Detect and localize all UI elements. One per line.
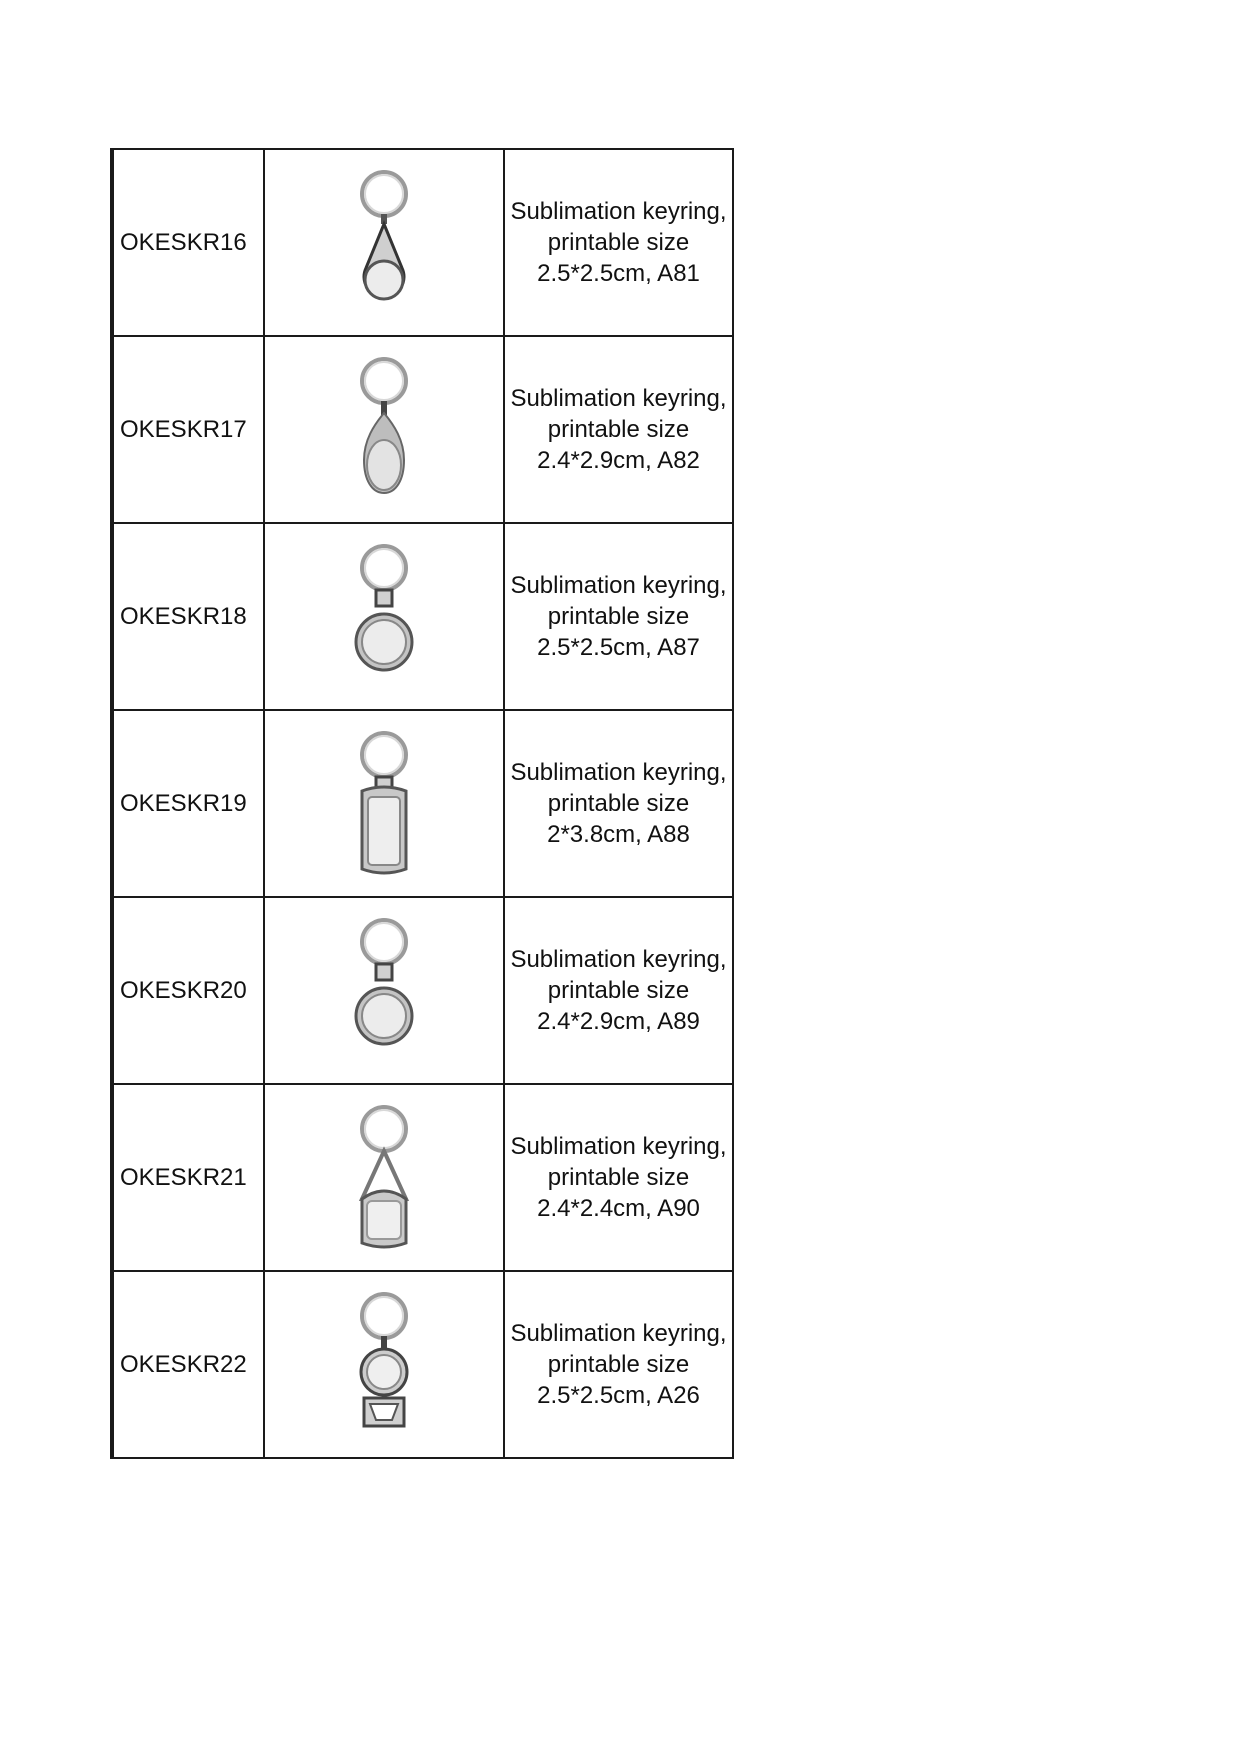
table-row <box>112 710 733 897</box>
description-line: Sublimation keyring, <box>510 198 727 225</box>
table-row <box>112 897 733 1084</box>
product-description <box>504 710 733 897</box>
description-line: printable size <box>547 1351 690 1378</box>
product-code: OKESKR19 <box>112 710 264 897</box>
keyring-image <box>354 1290 414 1440</box>
description-line: 2.4*2.9cm, A89 <box>537 1008 700 1035</box>
description-line: 2.5*2.5cm, A81 <box>537 260 700 287</box>
description-line: printable size <box>547 229 690 256</box>
table-row <box>112 523 733 710</box>
product-code: OKESKR21 <box>112 1084 264 1271</box>
product-description <box>504 523 733 710</box>
description-line: 2.5*2.5cm, A26 <box>537 1382 700 1409</box>
table-row <box>112 1084 733 1271</box>
description-line: 2.5*2.5cm, A87 <box>537 634 700 661</box>
description-line: Sublimation keyring, <box>510 385 727 412</box>
product-image-cell <box>264 149 504 336</box>
product-code: OKESKR16 <box>112 149 264 336</box>
product-image-cell <box>264 523 504 710</box>
description-line: 2.4*2.9cm, A82 <box>537 447 700 474</box>
table-row <box>112 1271 733 1458</box>
product-code: OKESKR18 <box>112 523 264 710</box>
product-sheet <box>110 148 734 1459</box>
description-line: Sublimation keyring, <box>510 946 727 973</box>
product-image-cell <box>264 897 504 1084</box>
description-line: 2*3.8cm, A88 <box>547 821 690 848</box>
product-image-cell <box>264 710 504 897</box>
product-description <box>504 897 733 1084</box>
keyring-image <box>354 168 414 318</box>
description-line: printable size <box>547 1164 690 1191</box>
product-image-cell <box>264 1084 504 1271</box>
product-code: OKESKR17 <box>112 336 264 523</box>
description-line: 2.4*2.4cm, A90 <box>537 1195 700 1222</box>
description-line: printable size <box>547 416 690 443</box>
keyring-image <box>354 542 414 692</box>
product-description <box>504 149 733 336</box>
description-line: printable size <box>547 977 690 1004</box>
keyring-image <box>354 916 414 1066</box>
keyring-image <box>354 729 414 879</box>
description-line: printable size <box>547 603 690 630</box>
description-line: Sublimation keyring, <box>510 572 727 599</box>
table-row <box>112 149 733 336</box>
product-table-body <box>112 149 733 1458</box>
keyring-image <box>354 355 414 505</box>
description-line: Sublimation keyring, <box>510 1133 727 1160</box>
description-line: printable size <box>547 790 690 817</box>
product-code: OKESKR20 <box>112 897 264 1084</box>
product-code: OKESKR22 <box>112 1271 264 1458</box>
description-line: Sublimation keyring, <box>510 1320 727 1347</box>
product-image-cell <box>264 336 504 523</box>
product-description <box>504 1084 733 1271</box>
description-line: Sublimation keyring, <box>510 759 727 786</box>
product-description <box>504 336 733 523</box>
product-image-cell <box>264 1271 504 1458</box>
keyring-image <box>354 1103 414 1253</box>
product-table <box>110 148 734 1459</box>
product-description <box>504 1271 733 1458</box>
table-row <box>112 336 733 523</box>
